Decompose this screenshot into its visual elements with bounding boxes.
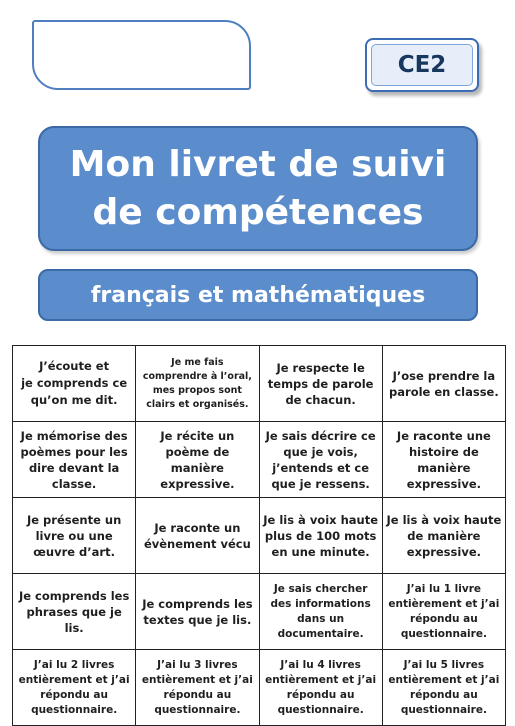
skill-text: Je respecte le temps de parole de chacun. — [267, 360, 374, 407]
subtitle-banner — [38, 269, 478, 321]
skill-text: Je lis à voix haute plus de 100 mots en une minute. — [263, 512, 379, 559]
skill-text: Je raconte un évènement vécu — [143, 520, 251, 551]
skill-cell — [382, 498, 505, 574]
page-title — [48, 141, 468, 237]
skill-text: J’ose prendre la parole en classe. — [389, 368, 499, 399]
skill-cell — [13, 650, 136, 726]
skill-text: J’ai lu 4 livres entièrement et j’ai répondu au questionnaire. — [265, 658, 377, 716]
page-subtitle: français et mathématiques — [90, 282, 426, 308]
skill-text: Je récite un poème de manière expressive. — [160, 428, 235, 491]
level-badge — [365, 38, 479, 92]
skill-text: Je comprends les textes que je lis. — [142, 596, 253, 627]
skill-cell — [259, 422, 382, 498]
skill-text: J’ai lu 5 livres entièrement et j’ai répondu au questionnaire. — [388, 658, 500, 716]
table-row — [13, 574, 506, 650]
skill-cell — [136, 498, 259, 574]
skill-cell — [259, 650, 382, 726]
skill-cell — [382, 574, 505, 650]
skill-cell — [136, 650, 259, 726]
skills-table — [12, 345, 506, 726]
skill-cell — [259, 346, 382, 422]
skill-text: Je sais décrire ce que je vois, j’entends et ce que je ressens. — [265, 428, 376, 491]
skill-text: J’ai lu 2 livres entièrement et j’ai répondu au questionnaire. — [18, 658, 130, 716]
skill-text: Je mémorise des poèmes pour les dire devant la classe. — [20, 428, 128, 491]
skill-cell — [382, 422, 505, 498]
table-row — [13, 650, 506, 726]
skill-text: J’ai lu 3 livres entièrement et j’ai répondu au questionnaire. — [141, 658, 253, 716]
skill-text: Je raconte une histoire de manière expressive. — [396, 428, 491, 491]
skill-cell — [13, 422, 136, 498]
table-row — [13, 346, 506, 422]
skill-text: Je présente un livre ou une œuvre d’art. — [26, 512, 122, 559]
skill-cell — [13, 574, 136, 650]
skill-cell — [13, 498, 136, 574]
skill-cell — [13, 346, 136, 422]
skill-cell — [136, 346, 259, 422]
skill-cell — [259, 498, 382, 574]
skill-text: Je comprends les phrases que je lis. — [18, 588, 130, 635]
skill-cell — [259, 574, 382, 650]
skill-cell — [136, 422, 259, 498]
skill-text: J’écoute et je comprends ce qu’on me dit. — [21, 359, 128, 407]
skill-text: Je me fais comprendre à l’oral, mes propos sont clairs et organisés. — [142, 356, 252, 410]
skill-text: Je sais chercher des informations dans un documentaire. — [270, 582, 371, 640]
table-row — [13, 498, 506, 574]
skill-text: Je lis à voix haute de manière expressive. — [386, 512, 502, 559]
title-line-2: de compétences — [92, 191, 424, 233]
table-row — [13, 422, 506, 498]
title-banner — [38, 126, 478, 251]
level-label: CE2 — [371, 44, 473, 86]
student-name-box — [32, 20, 251, 90]
title-line-1: Mon livret de suivi — [69, 143, 447, 185]
skill-cell — [382, 650, 505, 726]
skill-cell — [136, 574, 259, 650]
skill-text: J’ai lu 1 livre entièrement et j’ai répondu au questionnaire. — [388, 582, 500, 640]
skill-cell — [382, 346, 505, 422]
